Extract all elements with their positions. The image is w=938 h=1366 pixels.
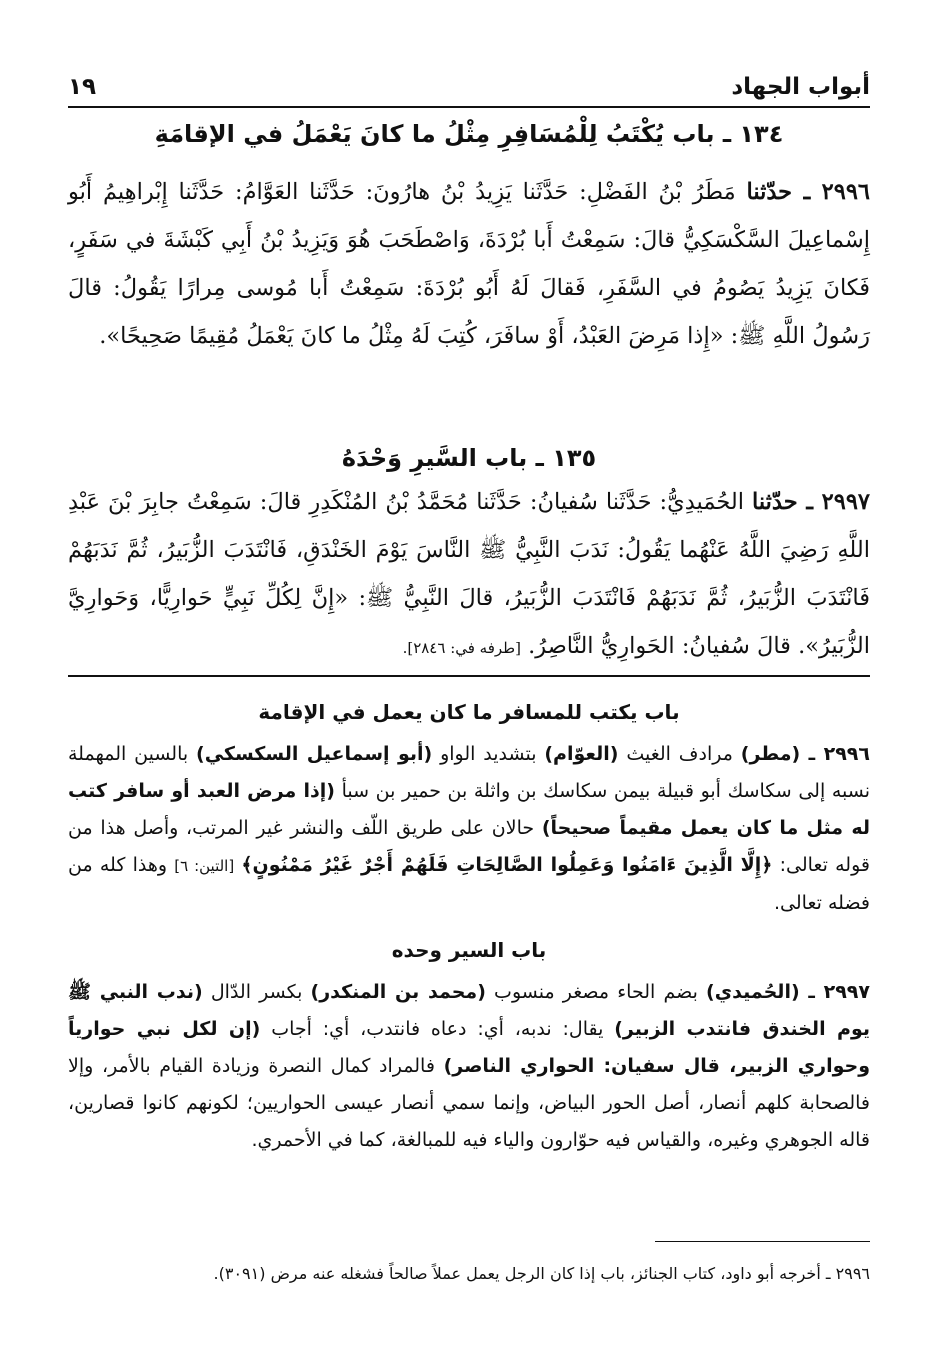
commentary-quote: (أبو إسماعيل السكسكي) [196,743,433,765]
chapter-134-title: ١٣٤ ـ باب يُكْتَبُ لِلْمُسَافِرِ مِثْلُ ما كانَ يَعْمَلُ في الإقامَةِ [154,120,784,148]
hadith-2997 [68,478,870,672]
commentary-quote: (العوّام) [544,743,619,765]
footnote-rule [655,1241,870,1242]
commentary-text: مرادف الغيث [618,743,741,765]
hadith-2996-text: مَطَرُ بْنُ الفَضْلِ: حَدَّثَنا يَزِيدُ بْنُ هارُونَ: حَدَّثَنا العَوَّامُ: حَدَّثَنا إِبْراهِيمُ أَبُو إِسْماعِيلَ السَّكْسَكِيُّ قالَ: سَمِعْتُ أَبا بُرْدَةَ، وَاصْطَحَبَ هُوَ وَيَزِيدُ بْنُ أَبِي كَبْشَةَ في سَفَرٍ، فَكانَ يَزِيدُ يَصُومُ في السَّفَرِ، فَقالَ لَهُ أَبُو بُرْدَةَ: سَمِعْتُ أَبا مُوسى مِرارًا يَقُولُ: قالَ رَسُولُ اللَّهِ ﷺ: «إِذا مَرِضَ العَبْدُ، أَوْ سافَرَ، كُتِبَ لَهُ مِثْلُ ما كانَ يَعْمَلُ مُقِيمًا صَحِيحًا». [68,179,870,349]
commentary-text: بضم الحاء مصغر منسوب [485,981,707,1003]
commentary-2996-lead: ٢٩٩٦ ـ (مطر) [740,743,870,765]
commentary-2-title: باب السير وحده [391,938,547,962]
chapter-135-title: ١٣٥ ـ باب السَّيرِ وَحْدَهُ [341,444,597,472]
commentary-text: فالمراد كمال النصرة وزيادة القيام بالأمر، وإلا فالصحابة كلهم أنصار، أصل الحور البياض، وإنما سمي أنصار عيسى الحواريين؛ لكونهم كانوا قصارين، قاله الجوهري وغيره، والقياس فيه حوّارون والياء فيه للمبالغة، كما في الأحمري. [68,1055,870,1151]
book-title: أبواب الجهاد [731,74,870,100]
commentary-quote: (إذا مرض العبد أو سافر كتب له مثل ما كان يعمل مقيماً صحيحاً) [68,780,870,839]
commentary-text: حالان على طريق اللّف والنشر غير المرتب، وأصل هذا من قوله تعالى: [68,817,870,876]
hadith-2996 [68,168,870,360]
running-head [68,60,870,100]
commentary-text: يقال: ندبه، أي: دعاه فانتدب، أي: أجاب [260,1018,615,1040]
verse-reference: [التين: ٦] [174,857,235,875]
commentary-2996 [68,736,870,922]
hadith-2997-number: ٢٩٩٧ ـ حدّثنا [752,489,870,515]
commentary-1-title: باب يكتب للمسافر ما كان يعمل في الإقامة [258,700,680,724]
header-rule [68,106,870,108]
commentary-2997-lead: ٢٩٩٧ ـ (الحُميدي) [706,981,870,1003]
commentary-text: بالسين المهملة نسبه إلى سكاسك أبو قبيلة بيمن سكاسك بن واثلة بن حمير بن سبأ [68,743,870,802]
commentary-quote: (ندب النبي ﷺ يوم الخندق فانتدب الزبير) [68,981,870,1040]
commentary-text: وهذا كله من فضله تعالى. [68,854,870,914]
hadith-2997-text: الحُمَيدِيُّ: حَدَّثَنا سُفيانُ: حَدَّثَنا مُحَمَّدُ بْنُ المُنْكَدِرِ قالَ: سَمِعْتُ جابِرَ بْنَ عَبْدِ اللَّهِ رَضِيَ اللَّهُ عَنْهُما يَقُولُ: نَدَبَ النَّبِيُّ ﷺ النَّاسَ يَوْمَ الخَنْدَقِ، فَانْتَدَبَ الزُّبَيرُ، ثُمَّ نَدَبَهُمْ فَانْتَدَبَ الزُّبَيرُ، ثُمَّ نَدَبَهُمْ فَانْتَدَبَ الزُّبَيرُ، قالَ النَّبِيُّ ﷺ: «إِنَّ لِكُلِّ نَبِيٍّ حَوارِيًّا، وَحَوارِيَّ الزُّبَيرُ». قالَ سُفيانُ: الحَوارِيُّ النَّاصِرُ. [68,489,870,659]
hadith-2997-cross-reference: [طرفه في: ٢٨٤٦]. [402,639,521,657]
commentary-quote: (إن لكل نبي حوارياً وحواري الزبير، قال سفيان: الحواري الناصر) [68,1018,870,1077]
commentary-text: بتشديد الواو [432,743,545,765]
quran-verse: ﴿إِلَّا الَّذِينَ ءَامَنُوا وَعَمِلُوا الصَّالِحَاتِ فَلَهُمْ أَجْرٌ غَيْرُ مَمْنُونٍ﴾ [241,854,773,876]
commentary-text: بكسر الدّال [202,981,311,1003]
page-number: ١٩ [68,74,97,100]
commentary-divider [68,675,870,677]
footnote: ٢٩٩٦ ـ أخرجه أبو داود، كتاب الجنائز، باب إذا كان الرجل يعمل عملاً صالحاً فشغله عنه مرض (٣٠٩١). [213,1264,870,1283]
hadith-2996-number: ٢٩٩٦ ـ حدّثنا [746,179,871,205]
commentary-quote: (محمد بن المنكدر) [310,981,486,1003]
commentary-2997 [68,974,870,1159]
